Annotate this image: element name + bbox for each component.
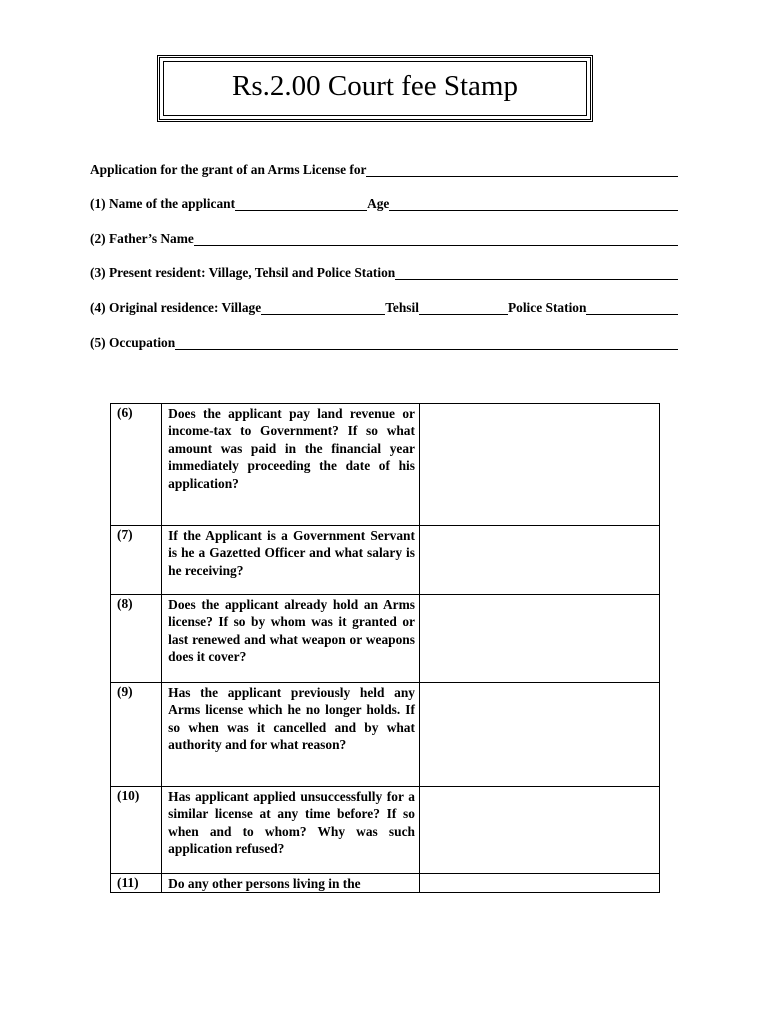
answer-cell[interactable] [419, 787, 659, 874]
question-row [111, 595, 660, 683]
applicant-name-field[interactable] [235, 195, 367, 211]
occupation-label: (5) Occupation [90, 335, 176, 350]
name-age-line [90, 192, 678, 212]
present-residence-label: (3) Present resident: Village, Tehsil and Police Station [90, 265, 396, 280]
question-row [111, 787, 660, 874]
police-station-label: Police Station [507, 300, 587, 315]
father-name-label: (2) Father’s Name [90, 231, 194, 246]
answer-cell[interactable] [419, 595, 659, 683]
license-for-label: Application for the grant of an Arms License for [90, 162, 367, 177]
question-row [111, 874, 660, 893]
question-number: (9) [111, 683, 162, 787]
answer-cell[interactable] [419, 526, 659, 595]
question-number: (7) [111, 526, 162, 595]
original-residence-line [90, 296, 678, 316]
question-text: Does the applicant already hold an Arms license? If so by whom was it granted or last renewed and what weapon or weapons does it cover? [162, 595, 420, 683]
question-row [111, 404, 660, 526]
answer-cell[interactable] [419, 683, 659, 787]
father-name-line [90, 227, 678, 247]
question-number: (11) [111, 874, 162, 893]
question-row [111, 683, 660, 787]
answer-cell[interactable] [419, 874, 659, 893]
question-text: If the Applicant is a Government Servant is he a Gazetted Officer and what salary is he receiving? [162, 526, 420, 595]
age-label: Age [367, 196, 390, 211]
question-number: (6) [111, 404, 162, 526]
stamp-title: Rs.2.00 Court fee Stamp [232, 70, 518, 102]
police-station-field[interactable] [586, 299, 678, 315]
applicant-name-label: (1) Name of the applicant [90, 196, 236, 211]
questions-table [110, 403, 660, 893]
village-field[interactable] [261, 299, 385, 315]
tehsil-field[interactable] [419, 299, 508, 315]
occupation-line [90, 331, 678, 351]
court-fee-stamp-box [157, 55, 593, 122]
question-number: (8) [111, 595, 162, 683]
tehsil-label: Tehsil [385, 300, 419, 315]
question-text: Does the applicant pay land revenue or income-tax to Government? If so what amount was paid in the financial year immediately proceeding the date of his application? [162, 404, 420, 526]
occupation-field[interactable] [175, 334, 678, 350]
license-for-line [90, 158, 678, 178]
original-residence-label: (4) Original residence: Village [90, 300, 262, 315]
question-text: Do any other persons living in the [162, 874, 420, 893]
question-text: Has the applicant previously held any Arms license which he no longer holds. If so when was it cancelled and by what authority and for what reason? [162, 683, 420, 787]
present-residence-field[interactable] [395, 264, 678, 280]
present-residence-line [90, 261, 678, 281]
answer-cell[interactable] [419, 404, 659, 526]
question-row [111, 526, 660, 595]
license-for-field[interactable] [366, 161, 678, 177]
age-field[interactable] [389, 195, 678, 211]
question-number: (10) [111, 787, 162, 874]
question-text: Has applicant applied unsuccessfully for a similar license at any time before? If so when and to whom? Why was such application refused? [162, 787, 420, 874]
father-name-field[interactable] [194, 230, 678, 246]
